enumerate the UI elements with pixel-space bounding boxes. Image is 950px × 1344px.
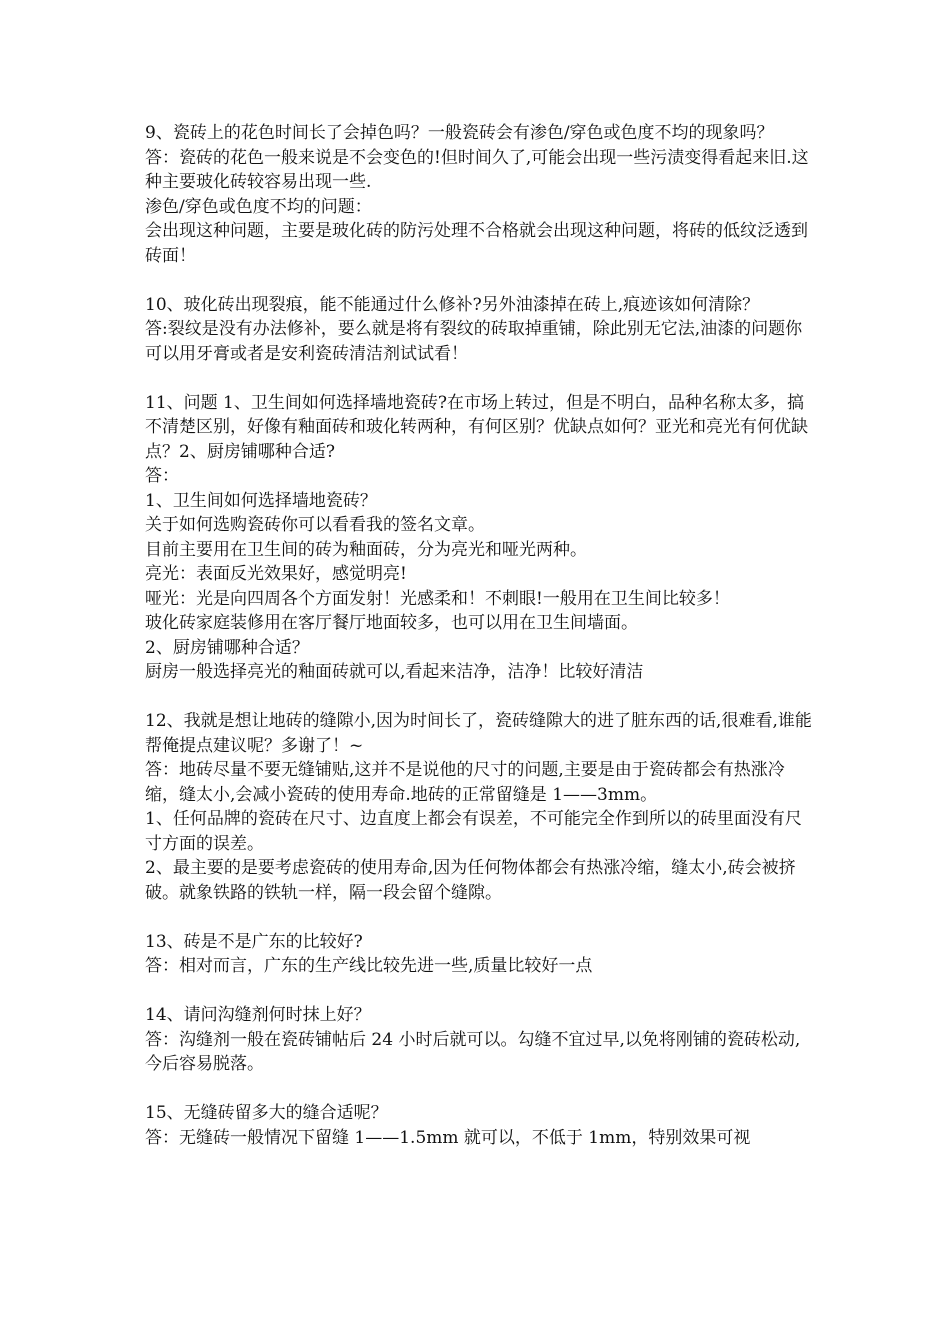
question-15: 15、无缝砖留多大的缝合适呢？: [145, 1103, 388, 1123]
answer-12-point-1: 1、任何品牌的瓷砖在尺寸、边直度上都会有误差，不可能完全作到所以的砖里面没有尺寸方面的误差。: [145, 809, 802, 854]
question-9: 9、瓷砖上的花色时间长了会掉色吗？一般瓷砖会有渗色/穿色或色度不均的现象吗？: [145, 123, 774, 143]
answer-11-point-1: 1、卫生间如何选择墙地瓷砖？: [145, 490, 377, 511]
answer-9-subheading: 渗色/穿色或色度不均的问题：: [145, 196, 372, 217]
answer-13: 答：相对而言，广东的生产线比较先进一些,质量比较好一点: [145, 956, 593, 976]
answer-10: 答:裂纹是没有办法修补，要么就是将有裂纹的砖取掉重铺，除此别无它法,油漆的问题你可以用牙膏或者是安利瓷砖清洁剂试试看！: [145, 319, 803, 364]
answer-9: 答：瓷砖的花色一般来说是不会变色的!但时间久了,可能会出现一些污渍变得看起来旧.这种主要玻化砖较容易出现一些.: [145, 147, 809, 192]
question-11: 11、问题 1、卫生间如何选择墙地瓷砖?在市场上转过，但是不明白，品种名称太多，搞不清楚区别，好像有釉面砖和玻化转两种，有何区别？优缺点如何？亚光和亮光有何优缺点？2、厨房铺哪种合适?: [145, 392, 808, 462]
question-12: 12、我就是想让地砖的缝隙小,因为时间长了，瓷砖缝隙大的进了脏东西的话,很难看,谁能帮俺提点建议呢？多谢了！~: [145, 711, 812, 756]
qa-section-12: [145, 709, 813, 905]
qa-section-11: [145, 391, 813, 685]
answer-11-line: 目前主要用在卫生间的砖为釉面砖，分为亮光和哑光两种。: [145, 539, 587, 560]
answer-14: 答：沟缝剂一般在瓷砖铺帖后 24 小时后就可以。勾缝不宜过早,以免将刚铺的瓷砖松动,今后容易脱落。: [145, 1029, 801, 1074]
answer-15: 答：无缝砖一般情况下留缝 1——1.5mm 就可以，不低于 1mm，特别效果可视: [145, 1127, 751, 1148]
answer-9-detail: 会出现这种问题，主要是玻化砖的防污处理不合格就会出现这种问题，将砖的低纹泛透到砖面！: [145, 221, 808, 266]
question-10: 10、玻化砖出现裂痕，能不能通过什么修补?另外油漆掉在砖上,痕迹该如何清除？: [145, 294, 760, 315]
qa-section-10: [145, 293, 813, 367]
answer-11-line: 关于如何选购瓷砖你可以看看我的签名文章。: [145, 515, 485, 535]
qa-section-14: [145, 1003, 813, 1077]
answer-11-label: 答：: [145, 466, 179, 486]
answer-12: 答：地砖尽量不要无缝铺贴,这并不是说他的尺寸的问题,主要是由于瓷砖都会有热涨冷缩，缝太小,会减小瓷砖的使用寿命.地砖的正常留缝是 1——3mm。: [145, 760, 785, 805]
question-13: 13、砖是不是广东的比较好?: [145, 931, 363, 952]
qa-section-13: [145, 930, 813, 979]
qa-section-9: [145, 121, 813, 268]
answer-11-line: 哑光：光是向四周各个方面发射！光感柔和！不刺眼!一般用在卫生间比较多！: [145, 588, 730, 609]
question-14: 14、请问沟缝剂何时抹上好？: [145, 1005, 371, 1025]
answer-11-line: 厨房一般选择亮光的釉面砖就可以,看起来洁净，洁净！比较好清洁: [145, 662, 644, 682]
document-body: [145, 121, 813, 1175]
answer-11-line: 玻化砖家庭装修用在客厅餐厅地面较多，也可以用在卫生间墙面。: [145, 613, 638, 633]
qa-section-15: [145, 1101, 813, 1150]
answer-11-line: 亮光：表面反光效果好，感觉明亮!: [145, 564, 407, 584]
answer-11-point-2: 2、厨房铺哪种合适？: [145, 637, 309, 658]
answer-12-point-2: 2、最主要的是要考虑瓷砖的使用寿命,因为任何物体都会有热涨冷缩，缝太小,砖会被挤破。就象铁路的铁轨一样，隔一段会留个缝隙。: [145, 858, 796, 903]
